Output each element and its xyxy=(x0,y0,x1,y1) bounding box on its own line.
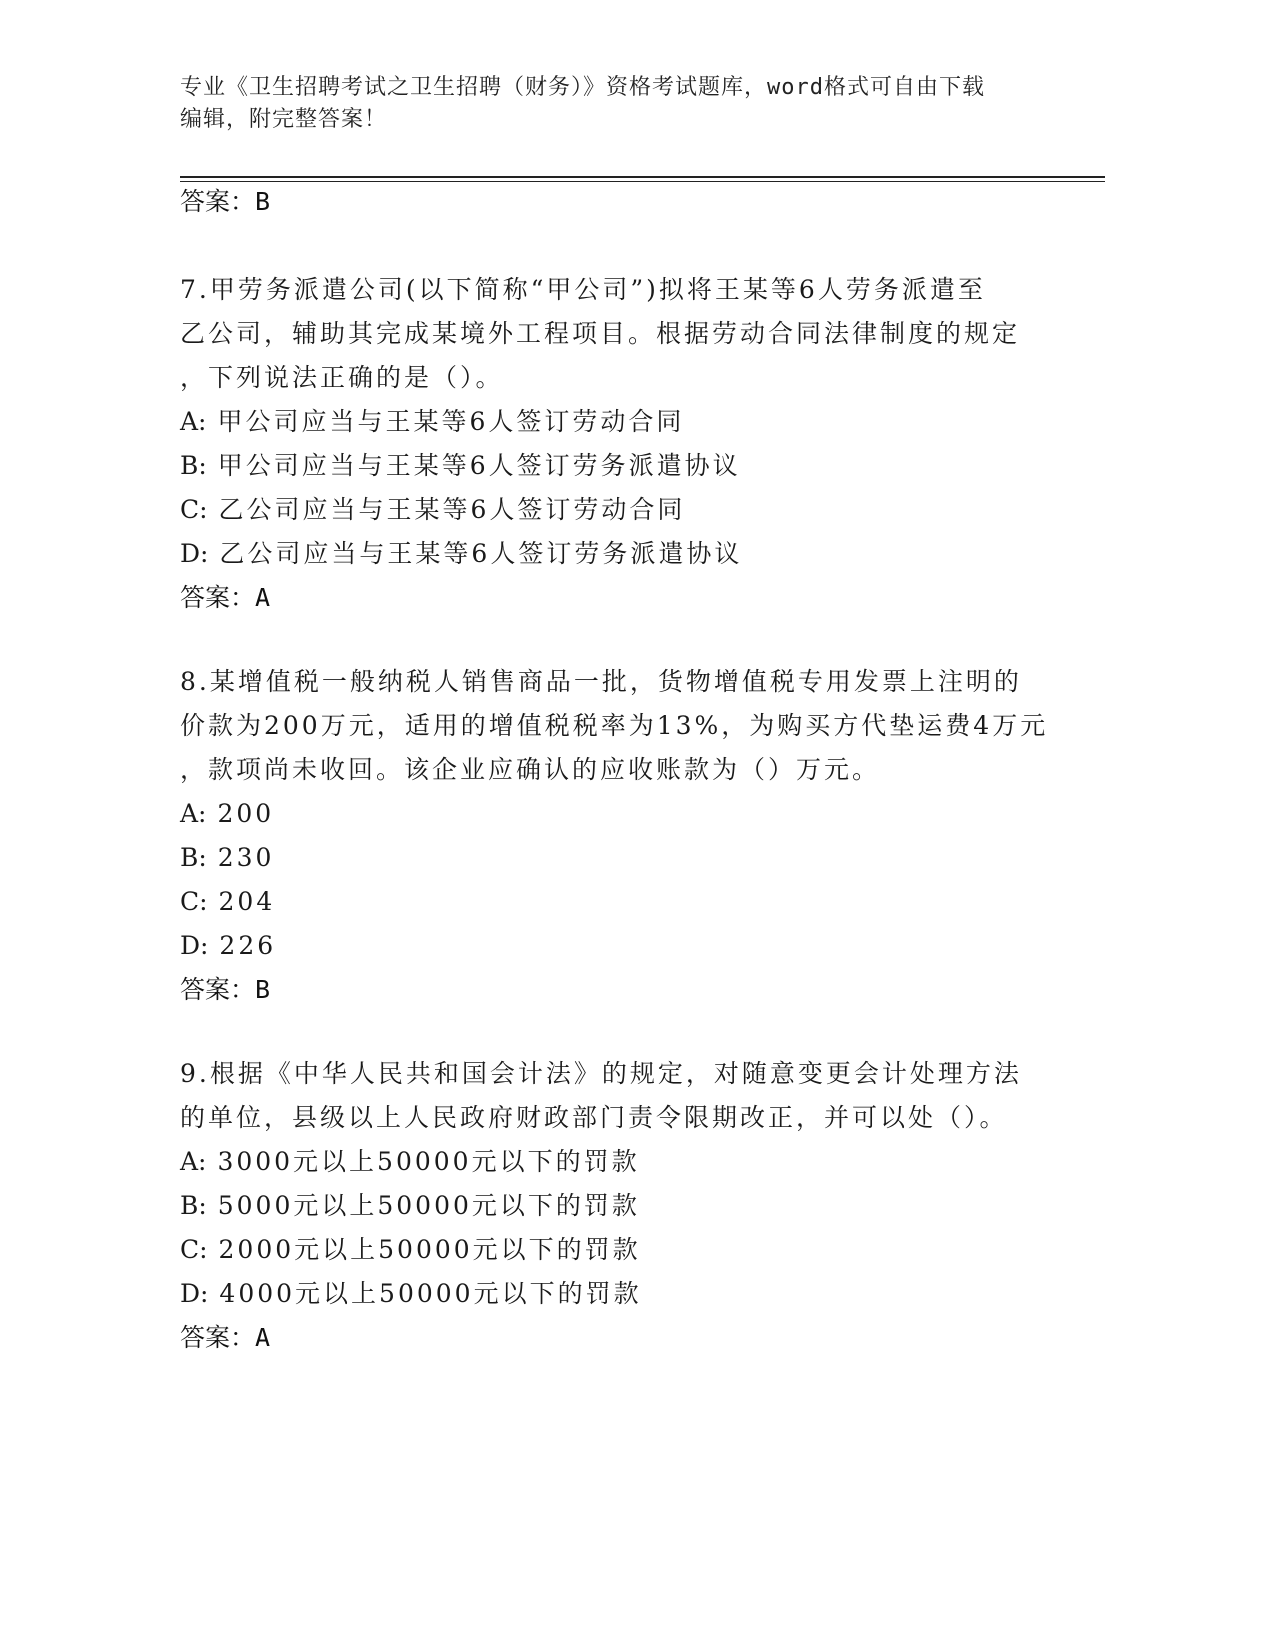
question-9-answer: 答案：A xyxy=(180,1323,271,1352)
question-8-option-d: D: 226 xyxy=(180,931,277,960)
question-8-option-b: B: 230 xyxy=(180,843,275,872)
question-8-answer: 答案：B xyxy=(180,975,271,1004)
question-7-option-d: D: 乙公司应当与王某等6人签订劳务派遣协议 xyxy=(180,539,743,568)
question-8-option-c: C: 204 xyxy=(180,887,276,916)
question-9-line-2: 的单位，县级以上人民政府财政部门责令限期改正，并可以处（）。 xyxy=(180,1103,1008,1132)
question-8-line-1: 8.某增值税一般纳税人销售商品一批，货物增值税专用发票上注明的 xyxy=(180,667,1022,696)
question-9 xyxy=(180,1052,1080,1360)
header-rule-thick xyxy=(180,176,1105,178)
question-8-line-3: ，款项尚未收回。该企业应确认的应收账款为（）万元。 xyxy=(180,755,881,784)
question-8 xyxy=(180,660,1080,1012)
question-7 xyxy=(180,268,1080,620)
question-9-option-a: A: 3000元以上50000元以下的罚款 xyxy=(180,1147,640,1176)
question-9-option-d: D: 4000元以上50000元以下的罚款 xyxy=(180,1279,642,1308)
question-8-option-a: A: 200 xyxy=(180,799,275,828)
question-7-option-a: A: 甲公司应当与王某等6人签订劳动合同 xyxy=(180,407,685,436)
question-7-line-3: ，下列说法正确的是（）。 xyxy=(180,363,504,392)
question-8-line-2: 价款为200万元，适用的增值税税率为13%，为购买方代垫运费4万元 xyxy=(180,711,1049,740)
previous-answer: 答案：B xyxy=(180,187,271,216)
question-7-line-2: 乙公司，辅助其完成某境外工程项目。根据劳动合同法律制度的规定 xyxy=(180,319,1021,348)
question-9-option-c: C: 2000元以上50000元以下的罚款 xyxy=(180,1235,641,1264)
question-7-line-1: 7.甲劳务派遣公司(以下简称“甲公司”)拟将王某等6人劳务派遣至 xyxy=(180,275,986,304)
previous-answer-block xyxy=(180,180,1080,224)
question-9-line-1: 9.根据《中华人民共和国会计法》的规定，对随意变更会计处理方法 xyxy=(180,1059,1022,1088)
question-7-option-c: C: 乙公司应当与王某等6人签订劳动合同 xyxy=(180,495,686,524)
document-header xyxy=(180,72,1040,136)
header-line-2: 编辑，附完整答案！ xyxy=(180,107,388,132)
question-7-answer: 答案：A xyxy=(180,583,271,612)
question-7-option-b: B: 甲公司应当与王某等6人签订劳务派遣协议 xyxy=(180,451,741,480)
header-line-1: 专业《卫生招聘考试之卫生招聘（财务）》资格考试题库，word格式可自由下载 xyxy=(180,75,985,100)
question-9-option-b: B: 5000元以上50000元以下的罚款 xyxy=(180,1191,640,1220)
